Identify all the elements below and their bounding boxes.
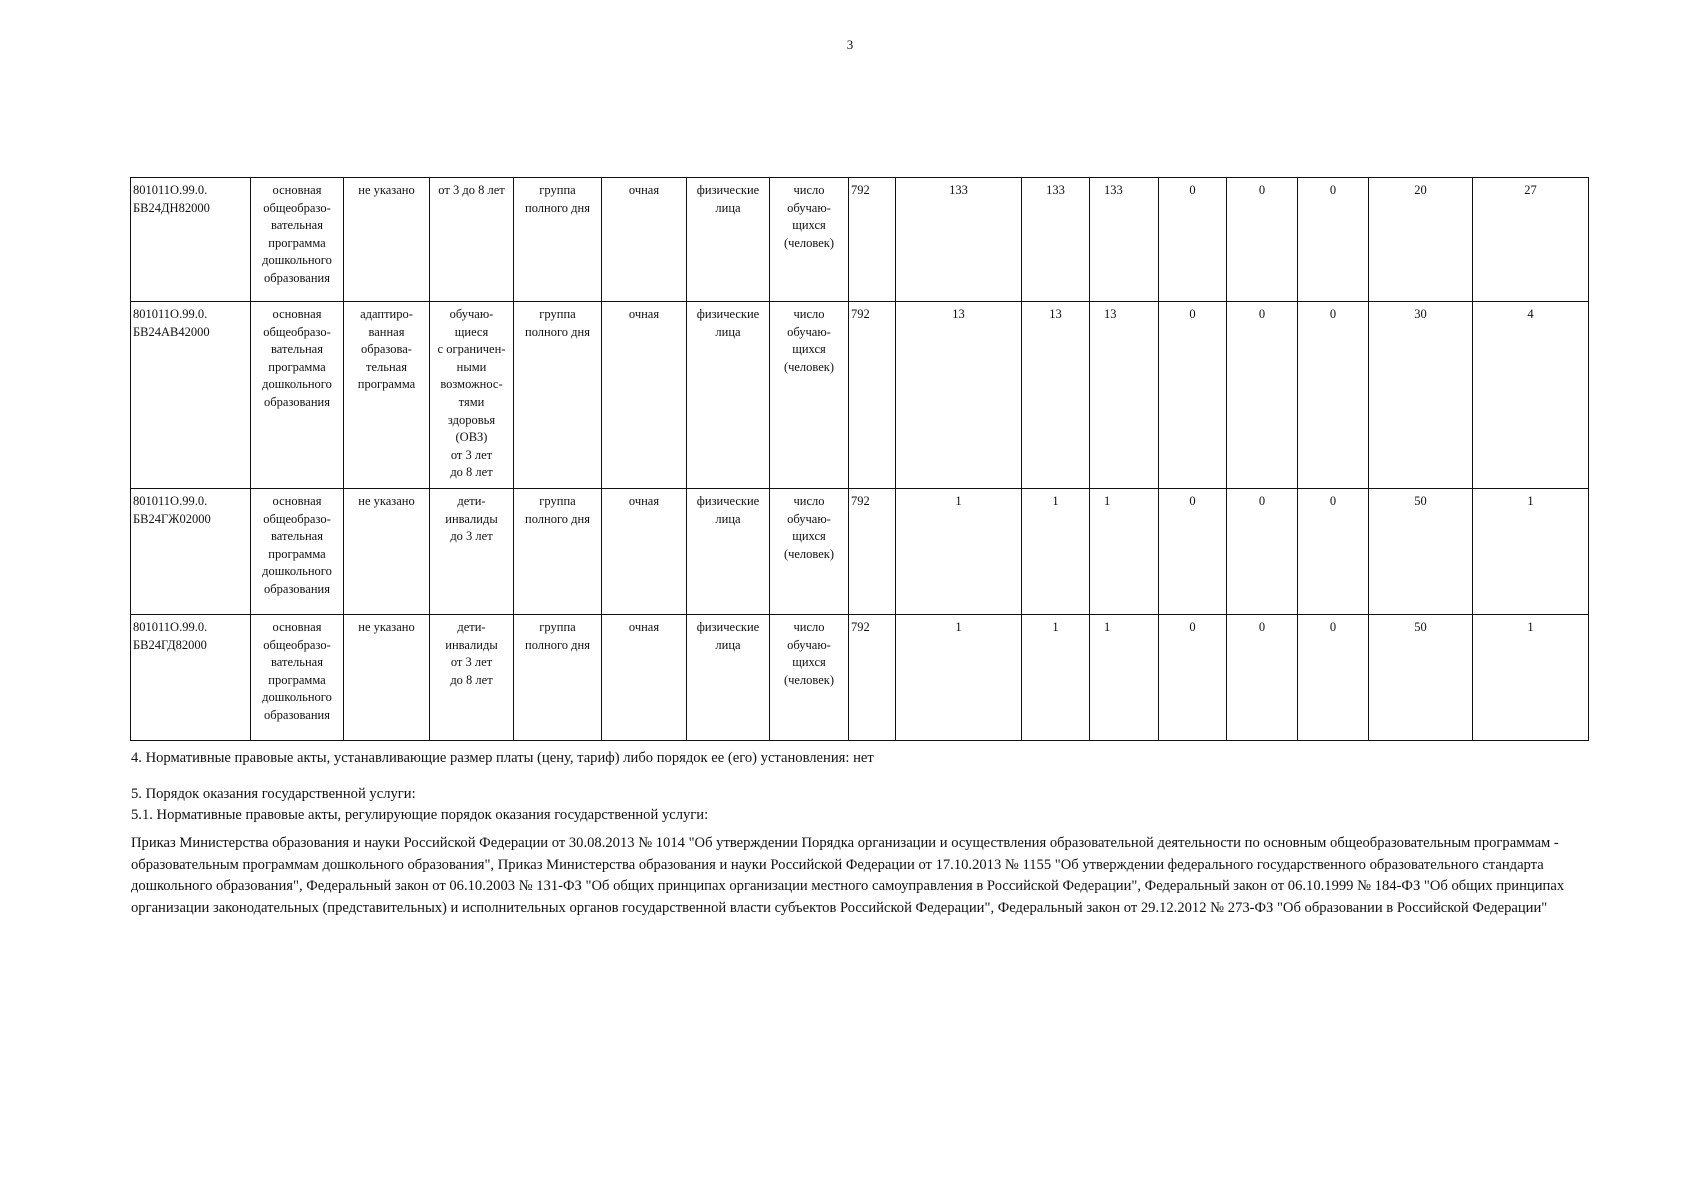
value-cell: 0 — [1227, 615, 1298, 741]
value-cell: 133 — [1022, 178, 1090, 302]
okei-cell: 792 — [849, 178, 896, 302]
program-type-cell: не указано — [344, 615, 430, 741]
form-cell: очная — [602, 178, 687, 302]
value-cell: 1 — [896, 615, 1022, 741]
indicator-cell: число обучаю- щихся (человек) — [770, 615, 849, 741]
value-cell: 1 — [1090, 615, 1159, 741]
value-cell: 30 — [1369, 302, 1473, 489]
indicator-cell: число обучаю- щихся (человек) — [770, 178, 849, 302]
value-cell: 0 — [1227, 302, 1298, 489]
consumers-cell: физические лица — [687, 489, 770, 615]
form-cell: очная — [602, 615, 687, 741]
code-cell: 801011О.99.0. БВ24ДН82000 — [131, 178, 251, 302]
consumers-cell: физические лица — [687, 178, 770, 302]
consumers-cell: физические лица — [687, 302, 770, 489]
value-cell: 0 — [1159, 615, 1227, 741]
category-cell: от 3 до 8 лет — [430, 178, 514, 302]
program-cell: основная общеобразо- вательная программа дошкольного образования — [251, 302, 344, 489]
table-row — [131, 302, 1589, 489]
value-cell: 50 — [1369, 489, 1473, 615]
okei-cell: 792 — [849, 615, 896, 741]
value-cell: 1 — [1022, 489, 1090, 615]
value-cell: 50 — [1369, 615, 1473, 741]
value-cell: 133 — [896, 178, 1022, 302]
program-cell: основная общеобразо- вательная программа дошкольного образования — [251, 178, 344, 302]
value-cell: 13 — [1022, 302, 1090, 489]
value-cell: 4 — [1473, 302, 1589, 489]
program-type-cell: адаптиро- ванная образова- тельная программа — [344, 302, 430, 489]
page-number: 3 — [846, 37, 854, 52]
program-type-cell: не указано — [344, 489, 430, 615]
stay-mode-cell: группа полного дня — [514, 302, 602, 489]
indicator-cell: число обучаю- щихся (человек) — [770, 302, 849, 489]
form-cell: очная — [602, 489, 687, 615]
stay-mode-cell: группа полного дня — [514, 489, 602, 615]
program-cell: основная общеобразо- вательная программа дошкольного образования — [251, 615, 344, 741]
value-cell: 13 — [1090, 302, 1159, 489]
value-cell: 0 — [1159, 302, 1227, 489]
category-cell: обучаю- щиеся с ограничен- ными возможнос- тями здоровья (ОВЗ) от 3 лет до 8 лет — [430, 302, 514, 489]
value-cell: 0 — [1298, 178, 1369, 302]
value-cell: 1 — [1090, 489, 1159, 615]
value-cell: 27 — [1473, 178, 1589, 302]
value-cell: 133 — [1090, 178, 1159, 302]
value-cell: 13 — [896, 302, 1022, 489]
value-cell: 0 — [1298, 489, 1369, 615]
table-row — [131, 615, 1589, 741]
value-cell: 0 — [1298, 615, 1369, 741]
indicator-cell: число обучаю- щихся (человек) — [770, 489, 849, 615]
value-cell: 0 — [1159, 489, 1227, 615]
value-cell: 1 — [1473, 615, 1589, 741]
section-5-heading: 5. Порядок оказания государственной услуги: — [131, 786, 416, 802]
consumers-cell: физические лица — [687, 615, 770, 741]
stay-mode-cell: группа полного дня — [514, 615, 602, 741]
value-cell: 0 — [1298, 302, 1369, 489]
code-cell: 801011О.99.0. БВ24ГЖ02000 — [131, 489, 251, 615]
category-cell: дети- инвалиды от 3 лет до 8 лет — [430, 615, 514, 741]
program-type-cell: не указано — [344, 178, 430, 302]
okei-cell: 792 — [849, 489, 896, 615]
value-cell: 1 — [1473, 489, 1589, 615]
table-row — [131, 489, 1589, 615]
category-cell: дети- инвалиды до 3 лет — [430, 489, 514, 615]
value-cell: 0 — [1227, 489, 1298, 615]
value-cell: 1 — [896, 489, 1022, 615]
code-cell: 801011О.99.0. БВ24АВ42000 — [131, 302, 251, 489]
value-cell: 1 — [1022, 615, 1090, 741]
value-cell: 20 — [1369, 178, 1473, 302]
regulatory-acts-text: Приказ Министерства образования и науки Российской Федерации от 30.08.2013 № 1014 "Об утверждении Порядка организации и осуществления образовательной деятельности по основным общеобразовательным программам - образовательным программам дошкольного образования", Приказ Министерства образования и науки Российской Федерации от 17.10.2013 № 1155 "Об утверждении федерального государственного образовательного стандарта дошкольного образования", Федеральный закон от 06.10.2003 № 131-ФЗ "Об общих принципах организации местного самоуправления в Российской Федерации", Федеральный закон от 06.10.1999 № 184-ФЗ "Об общих принципах организации законодательных (представительных) и исполнительных органов государственной власти субъектов Российской Федерации", Федеральный закон от 29.12.2012 № 273-ФЗ "Об образовании в Российской Федерации" — [131, 835, 1565, 916]
section-4-fee-acts: 4. Нормативные правовые акты, устанавливающие размер платы (цену, тариф) либо порядок ее (его) установления: нет — [131, 750, 874, 766]
okei-cell: 792 — [849, 302, 896, 489]
code-cell: 801011О.99.0. БВ24ГД82000 — [131, 615, 251, 741]
value-cell: 0 — [1227, 178, 1298, 302]
program-cell: основная общеобразо- вательная программа дошкольного образования — [251, 489, 344, 615]
stay-mode-cell: группа полного дня — [514, 178, 602, 302]
services-table — [130, 177, 1589, 741]
section-5-1-heading: 5.1. Нормативные правовые акты, регулирующие порядок оказания государственной услуги: — [131, 807, 709, 823]
value-cell: 0 — [1159, 178, 1227, 302]
table-row — [131, 178, 1589, 302]
form-cell: очная — [602, 302, 687, 489]
